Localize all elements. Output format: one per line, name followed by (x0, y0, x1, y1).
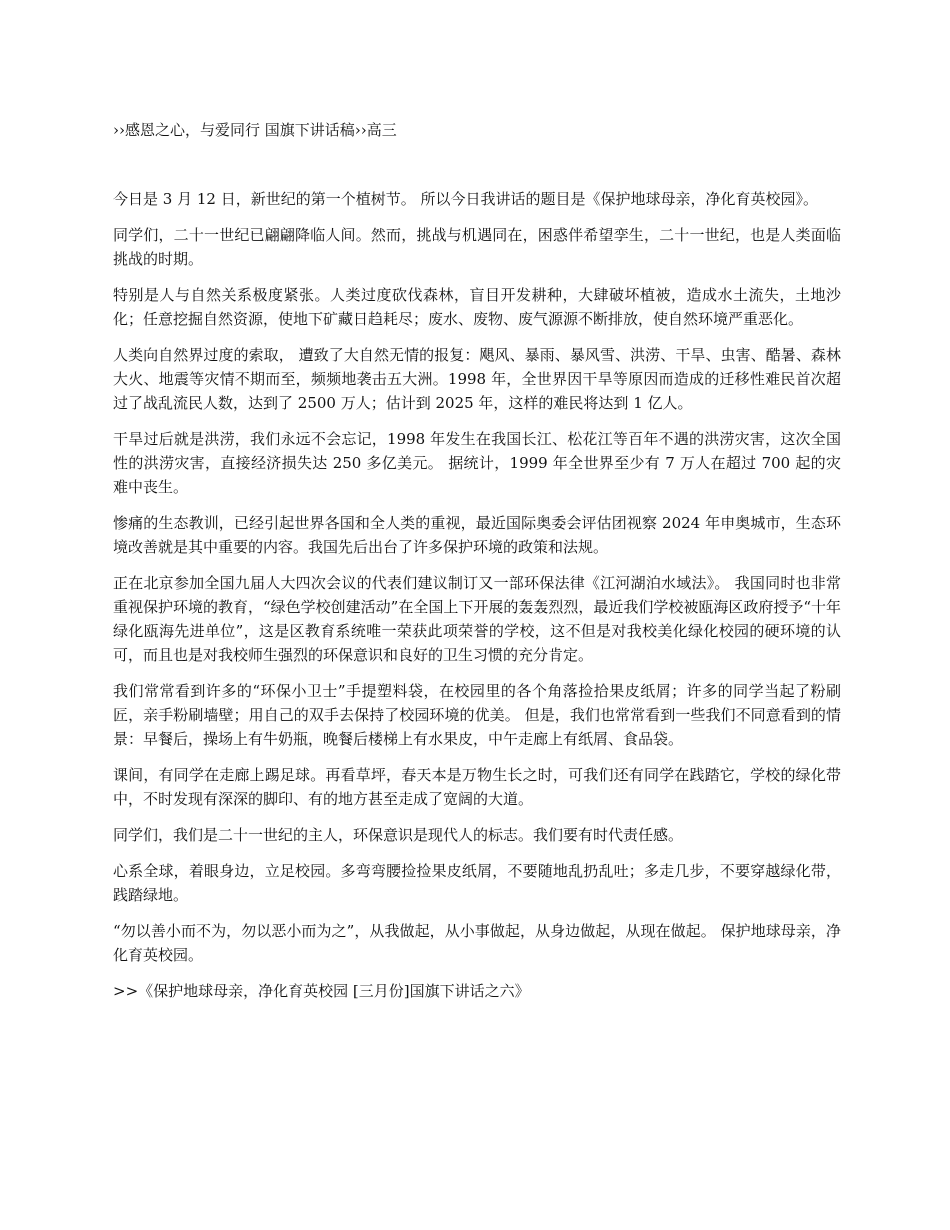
next-article-link[interactable]: >>《保护地球母亲，净化育英校园 [三月份]国旗下讲话之六》 (113, 982, 530, 1000)
paragraph-6: 惨痛的生态教训，已经引起世界各国和全人类的重视，最近国际奥委会评估团视察 2024 年申奥城市，生态环境改善就是其中重要的内容。我国先后出台了许多保护环境的政策和法规。 (113, 514, 841, 556)
paragraph-1: 今日是 3 月 12 日，新世纪的第一个植树节。 所以今日我讲话的题目是《保护地球母亲，净化育英校园》。 (113, 190, 818, 208)
paragraph-10: 同学们，我们是二十一世纪的主人，环保意识是现代人的标志。我们要有时代责任感。 (113, 826, 684, 844)
document-content (113, 118, 841, 1003)
paragraph-5: 干旱过后就是洪涝，我们永远不会忘记，1998 年发生在我国长江、松花江等百年不遇的洪涝灾害，这次全国性的洪涝灾害，直接经济损失达 250 多亿美元。 据统计，1999 年全世界至少有 7 万人在超过 700 起的灾难中丧生。 (113, 430, 841, 496)
paragraph-11: 心系全球，着眼身边，立足校园。多弯弯腰捡捡果皮纸屑，不要随地乱扔乱吐；多走几步，不要穿越绿化带，践踏绿地。 (113, 862, 841, 904)
paragraph-4: 人类向自然界过度的索取， 遭致了大自然无情的报复：飓风、暴雨、暴风雪、洪涝、干旱、虫害、酷暑、森林大火、地震等灾情不期而至，频频地袭击五大洲。1998 年，全世界因干旱等原因而造成的迁移性难民首次超过了战乱流民人数，达到了 2500 万人；估计到 2025 年，这样的难民将达到 1 亿人。 (113, 346, 841, 412)
paragraph-7: 正在北京参加全国九届人大四次会议的代表们建议制订又一部环保法律《江河湖泊水域法》。 我国同时也非常重视保护环境的教育，“绿色学校创建活动”在全国上下开展的轰轰烈烈，最近我们学校被瓯海区政府授予“十年绿化瓯海先进单位”，这是区教育系统唯一荣获此项荣誉的学校，这不但是对我校美化绿化校园的硬环境的认可，而且也是对我校师生强烈的环保意识和良好的卫生习惯的充分肯定。 (113, 574, 842, 664)
paragraph-9: 课间，有同学在走廊上踢足球。再看草坪，春天本是万物生长之时，可我们还有同学在践踏它，学校的绿化带中，不时发现有深深的脚印、有的地方甚至走成了宽阔的大道。 (113, 766, 841, 808)
breadcrumb[interactable]: ››感恩之心，与爱同行 国旗下讲话稿››高三 (113, 121, 397, 139)
paragraph-3: 特别是人与自然关系极度紧张。人类过度砍伐森林，盲目开发耕种，大肆破坏植被，造成水土流失，土地沙化；任意挖掘自然资源，使地下矿藏日趋耗尽；废水、废物、废气源源不断排放，使自然环境严重恶化。 (113, 286, 841, 328)
paragraph-12: “勿以善小而不为，勿以恶小而为之”，从我做起，从小事做起，从身边做起，从现在做起。 保护地球母亲，净化育英校园。 (113, 922, 841, 964)
paragraph-8: 我们常常看到许多的“环保小卫士”手提塑料袋，在校园里的各个角落捡拾果皮纸屑；许多的同学当起了粉刷匠，亲手粉刷墙壁；用自己的双手去保持了校园环境的优美。 但是，我们也常常看到一些我们不同意看到的情景：早餐后，操场上有牛奶瓶，晚餐后楼梯上有水果皮，中午走廊上有纸屑、食品袋。 (113, 682, 841, 748)
paragraph-2: 同学们，二十一世纪已翩翩降临人间。然而，挑战与机遇同在，困惑伴希望孪生，二十一世纪，也是人类面临挑战的时期。 (113, 226, 841, 268)
